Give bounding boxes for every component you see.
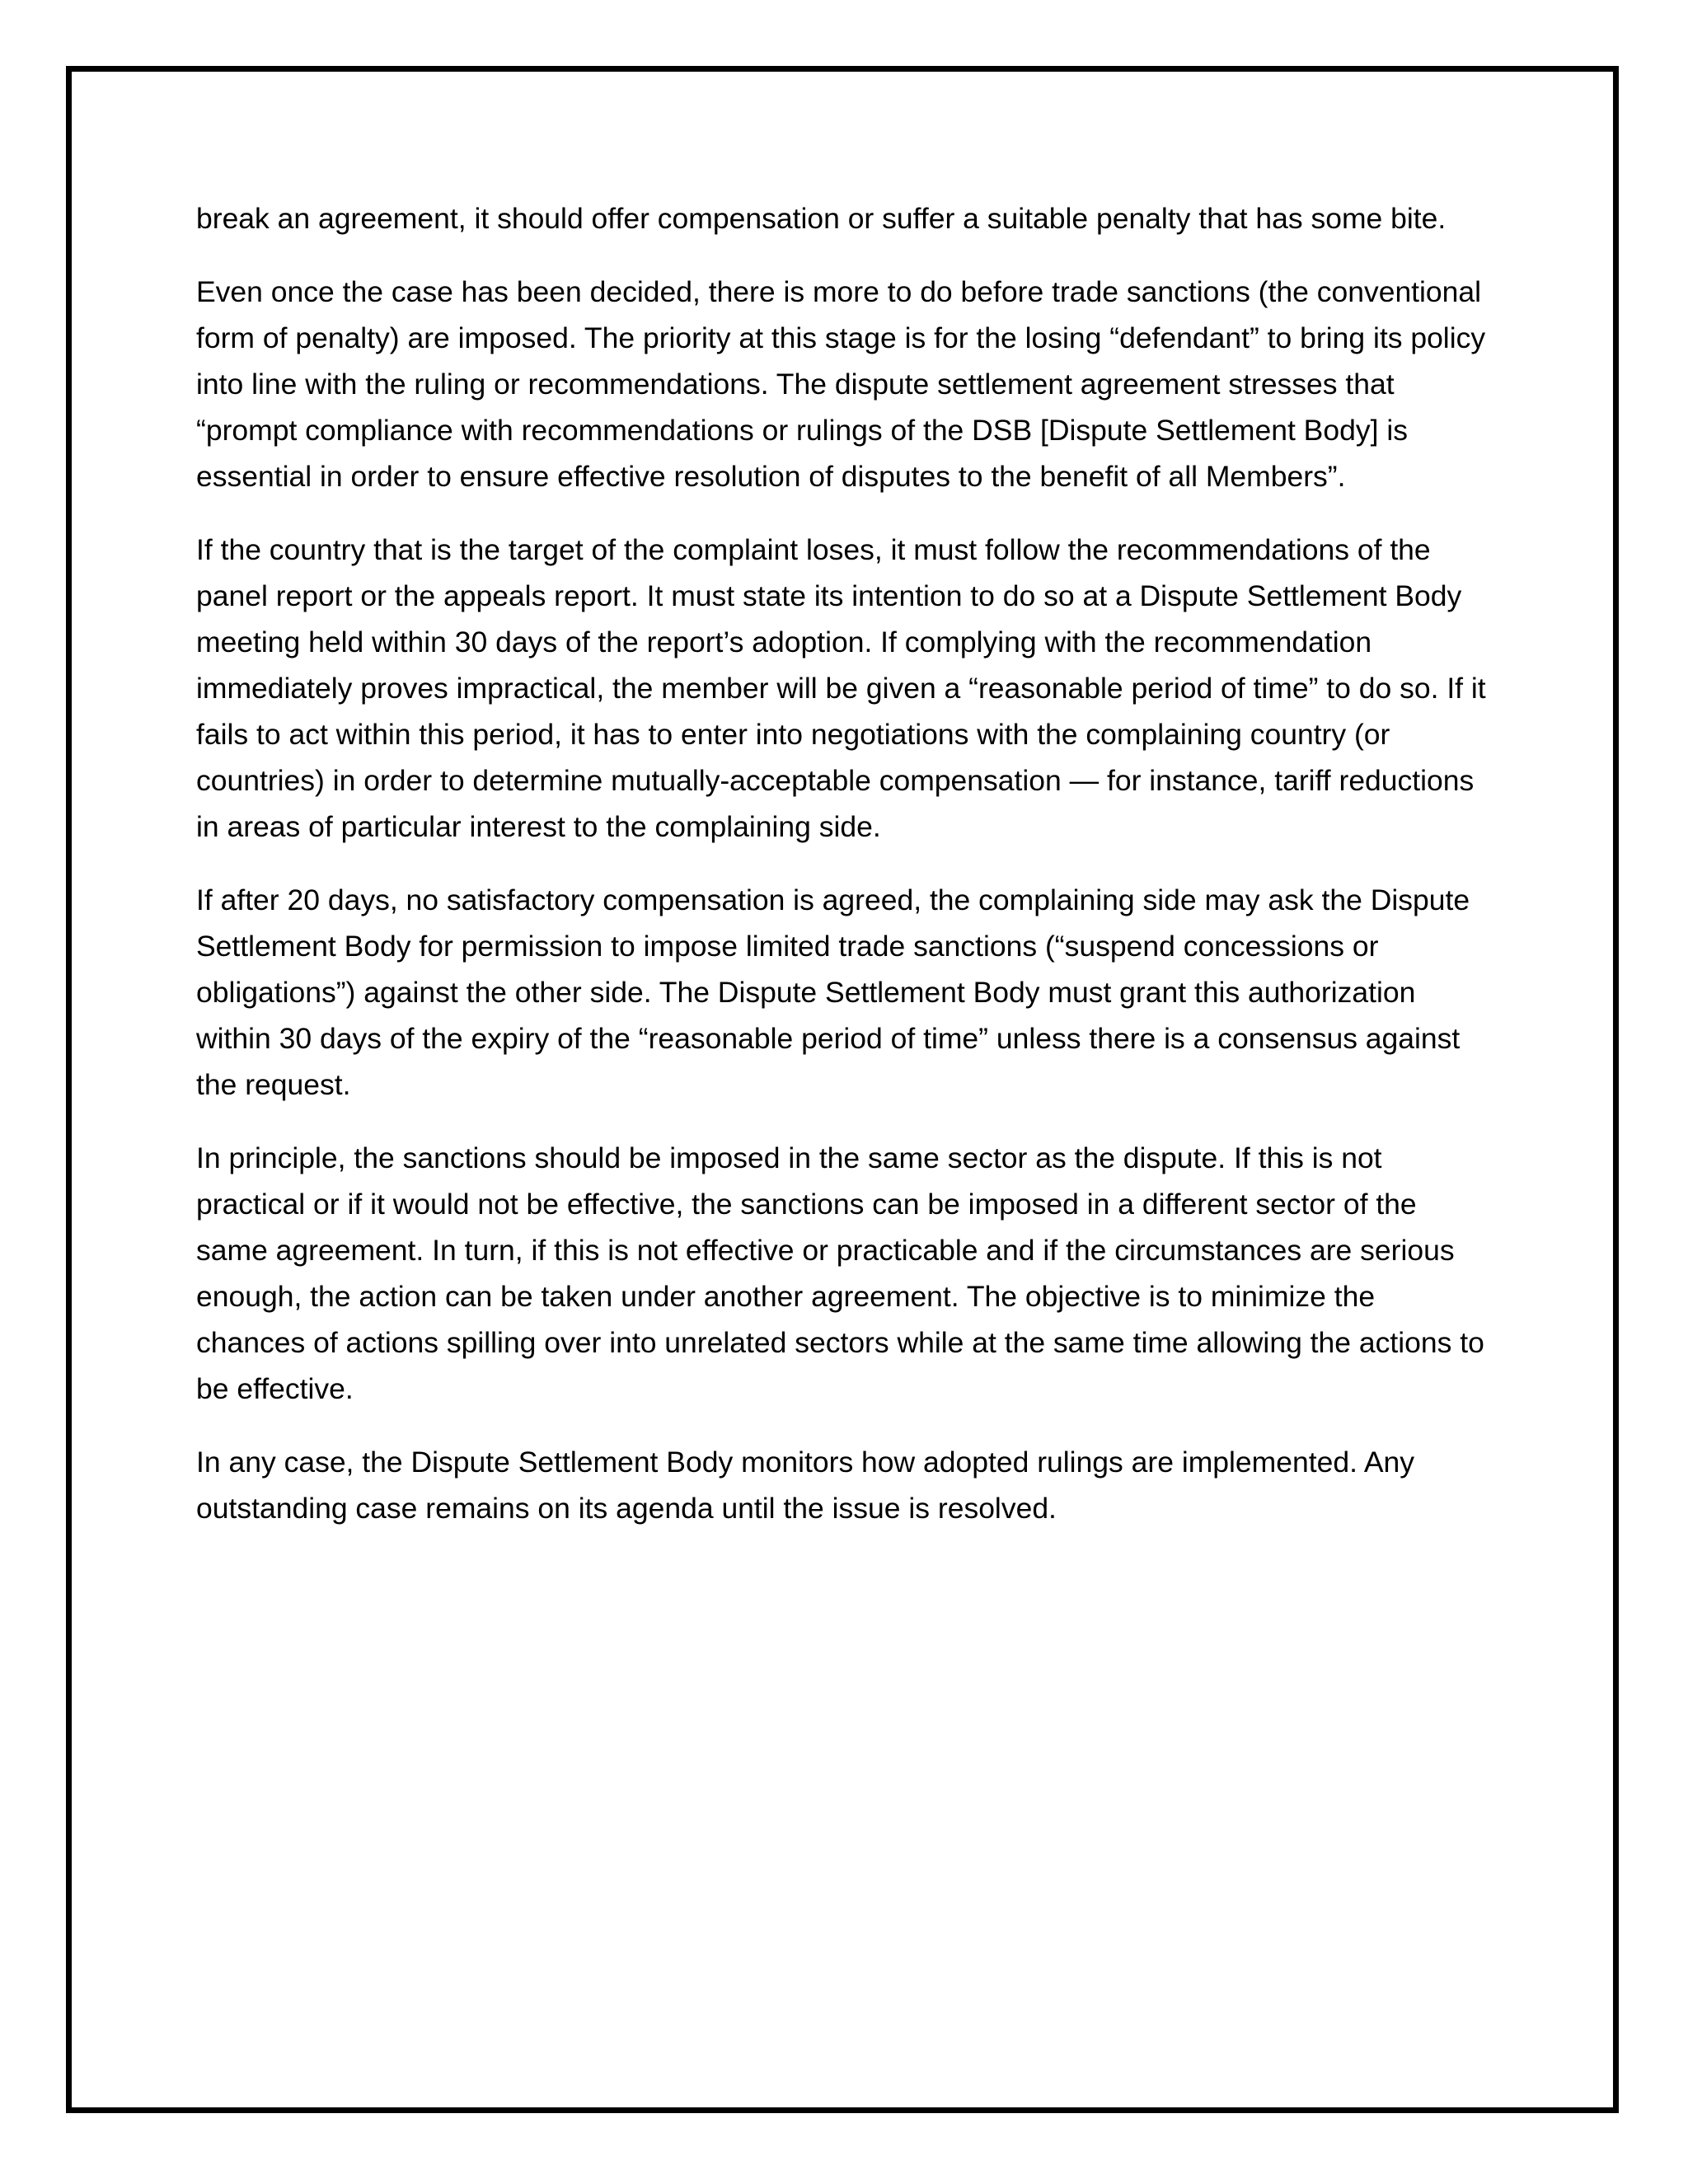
paragraph-4: If after 20 days, no satisfactory compensation is agreed, the complaining side may ask the Dispute Settlement Body for permission to impose limited trade sanctions (“suspend concessions or obligations”) against the other side. The Dispute Settlement Body must grant this authorization within 30 days of the expiry of the “reasonable period of time” unless there is a consensus against the request. [196,883,1470,1101]
document-body [196,195,1490,1558]
paragraph-2: Even once the case has been decided, there is more to do before trade sanctions (the conventional form of penalty) are imposed. The priority at this stage is for the losing “defendant” to bring its policy into line with the ruling or recommendations. The dispute settlement agreement stresses that “prompt compliance with recommendations or rulings of the DSB [Dispute Settlement Body] is essential in order to ensure effective resolution of disputes to the benefit of all Members”. [196,275,1486,493]
paragraph-1: break an agreement, it should offer compensation or suffer a suitable penalty that has some bite. [196,202,1447,235]
paragraph-6: In any case, the Dispute Settlement Body monitors how adopted rulings are implemented. Any outstanding case remains on its agenda until the issue is resolved. [196,1446,1415,1525]
paragraph-3: If the country that is the target of the complaint loses, it must follow the recommendations of the panel report or the appeals report. It must state its intention to do so at a Dispute Settlement Body meeting held within 30 days of the report’s adoption. If complying with the recommendation immediately proves impractical, the member will be given a “reasonable period of time” to do so. If it fails to act within this period, it has to enter into negotiations with the complaining country (or countries) in order to determine mutually-acceptable compensation — for instance, tariff reductions in areas of particular interest to the complaining side. [196,533,1486,843]
paragraph-5: In principle, the sanctions should be imposed in the same sector as the dispute. If this is not practical or if it would not be effective, the sanctions can be imposed in a different sector of the same agreement. In turn, if this is not effective or practicable and if the circumstances are serious enough, the action can be taken under another agreement. The objective is to minimize the chances of actions spilling over into unrelated sectors while at the same time allowing the actions to be effective. [196,1141,1484,1405]
